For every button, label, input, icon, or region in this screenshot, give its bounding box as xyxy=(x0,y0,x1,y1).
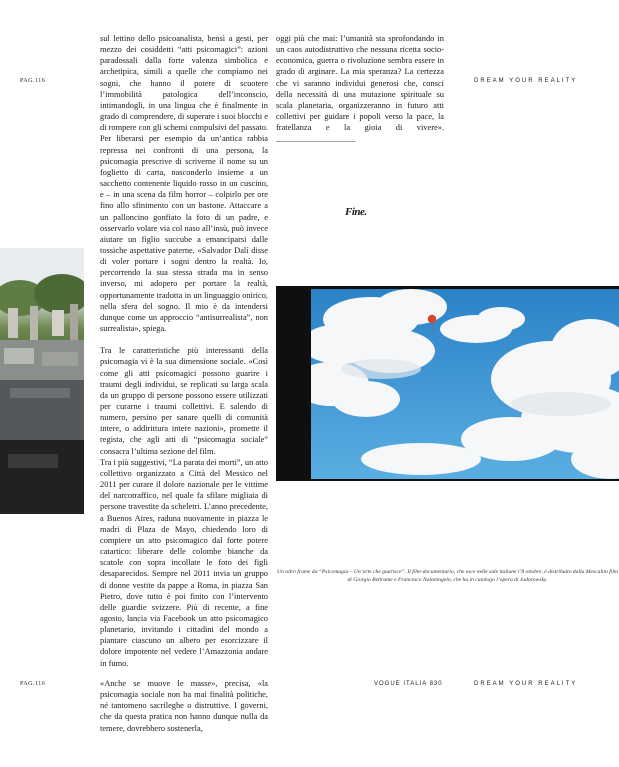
article-paragraph: «Anche se muove le masse», precisa, «la psicomagia sociale non ha mai finalità politiche, né tantomeno sacrileghe o distruttive. I governi, che da questa pratica non hanno dunque nulla da temere, dovrebbero sostenerla, xyxy=(100,679,268,733)
article-column-left-bottom xyxy=(100,678,268,734)
article-paragraph: Tra i più suggestivi, “La parata dei morti”, un atto collettivo organizzato a Città del Messico nel 2011 per curare il dolore nazionale per le vittime del narcotraffico, nel quale fa sfilare migliaia di persone travestite da scheletri. L’anno precedente, a Buenos Aires, raduna nuovamente in piazza le madri di Plaza de Mayo, chiedendo loro di compiere un atto psicomagico dal forte potere catartico: liberare delle colombe bianche da scatole con sopra incollate le foto dei figli desaparecidos. Sempre nel 2011 invia un gruppo di donne vestite da pappe a Roma, in piazza San Pietro, dove tutto è poi finito con l’intervento delle guardie svizzere. Più di recente, a fine agosto, lancia via Facebook un atto psicomagico planetario, invitando i cittadini del mondo a piantare ciascuno un albero per esorcizzare il dolore impotente nel vedere l’Amazzonia andare in fumo. xyxy=(100,457,268,668)
page-number-top: PAG.116 xyxy=(20,78,46,84)
sky-clouds-balloon-photo xyxy=(311,289,619,479)
magazine-issue: VOGUE ITALIA 830 xyxy=(374,681,443,687)
cemetery-photo-art xyxy=(0,248,84,514)
running-head-top: DREAM YOUR REALITY xyxy=(474,78,578,84)
article-paragraph: Tra le caratteristiche più interessanti della psicomagia vi è la sua dimensione sociale. «Così come gli atti psicomagici possono guarire i traumi degli individui, se replicati su larga scala da un gruppo di persone possono essere utilizzati per curarne i traumi collettivi. E salendo di numero, persino per sanare quelli di comunità intere, o addirittura intere nazioni», promette il regista, che agli atti di “psicomagia sociale” consacra l’ultima sezione del film. xyxy=(100,346,268,456)
article-column-left xyxy=(100,33,268,669)
cemetery-photo xyxy=(0,248,84,514)
running-head-bottom: DREAM YOUR REALITY xyxy=(474,681,578,687)
end-mark: Fine. xyxy=(345,206,367,218)
article-paragraph: oggi più che mai: l’umanità sta sprofondando in un caos autodistruttivo che nessuna ricetta socio-economica, guerra o rivoluzione sembra essere in grado di arginare. La mia speranza? La certezza che vi saranno individui generosi che, consci della necessità di una mutazione spirituale su scala planetaria, organizzeranno in futuro atti collettivi per guidare i popoli verso la pace, la fratellanza e la gioia di vivere». ___________________ xyxy=(276,34,444,144)
page-number-bottom: PAG.116 xyxy=(20,681,46,687)
sky-photo-art xyxy=(311,289,619,479)
balloon-shape xyxy=(428,315,436,323)
article-column-right xyxy=(276,33,444,145)
photo-caption: Un altro frame da “Psicomagia – Un’arte che guarisce”. Il film-documentario, che esce nelle sale italiane l’8 ottobre, è distribuito dalla Mescalito film di Giorgio Beltrame e Francesco Notaningelo, che ha in catalogo l’opera di Jodorowsky. xyxy=(277,569,618,583)
article-paragraph: sul lettino dello psicoanalista, bensì a gesti, per mezzo dei cosiddetti “atti psicomagici”: azioni paradossali dalla forte valenza simbolica e archetipica, simili a quelle che compiamo nei sogni, che hanno il potere di scuotere l’immobilità patologica dell’inconscio, intimandogli, in una lingua che è finalmente in grado di comprendere, di superare i suoi blocchi e di rompere con gli schemi compulsivi del passato. Per liberarsi per esempio da un’antica rabbia repressa nei confronti di una persona, la psicomagia prescrive di scriverne il nome su un foglietto di carta, nasconderlo insieme a un sacchetto contenente liquido rosso in un cuscino, e – in una scena da film horror – colpirlo per ore fino allo sfinimento con un bastone. Attaccare a un palloncino gonfiato la foto di un padre, e osservarlo volare via col naso all’insù, può invece aiutare un figlio succube a emanciparsi dalle tossiche aspettative paterne. «Salvador Dalí disse di voler portare i sogni dentro la realtà. Io, percorrendo la sua stessa strada ma in senso inverso, mi adopero per portare la realtà, opportunamente tradotta in un linguaggio onirico, nella sfera del sogno. Il mio è da intendersi dunque come un approccio “antisurrealista”, non surrealista», spiega. xyxy=(100,34,268,334)
